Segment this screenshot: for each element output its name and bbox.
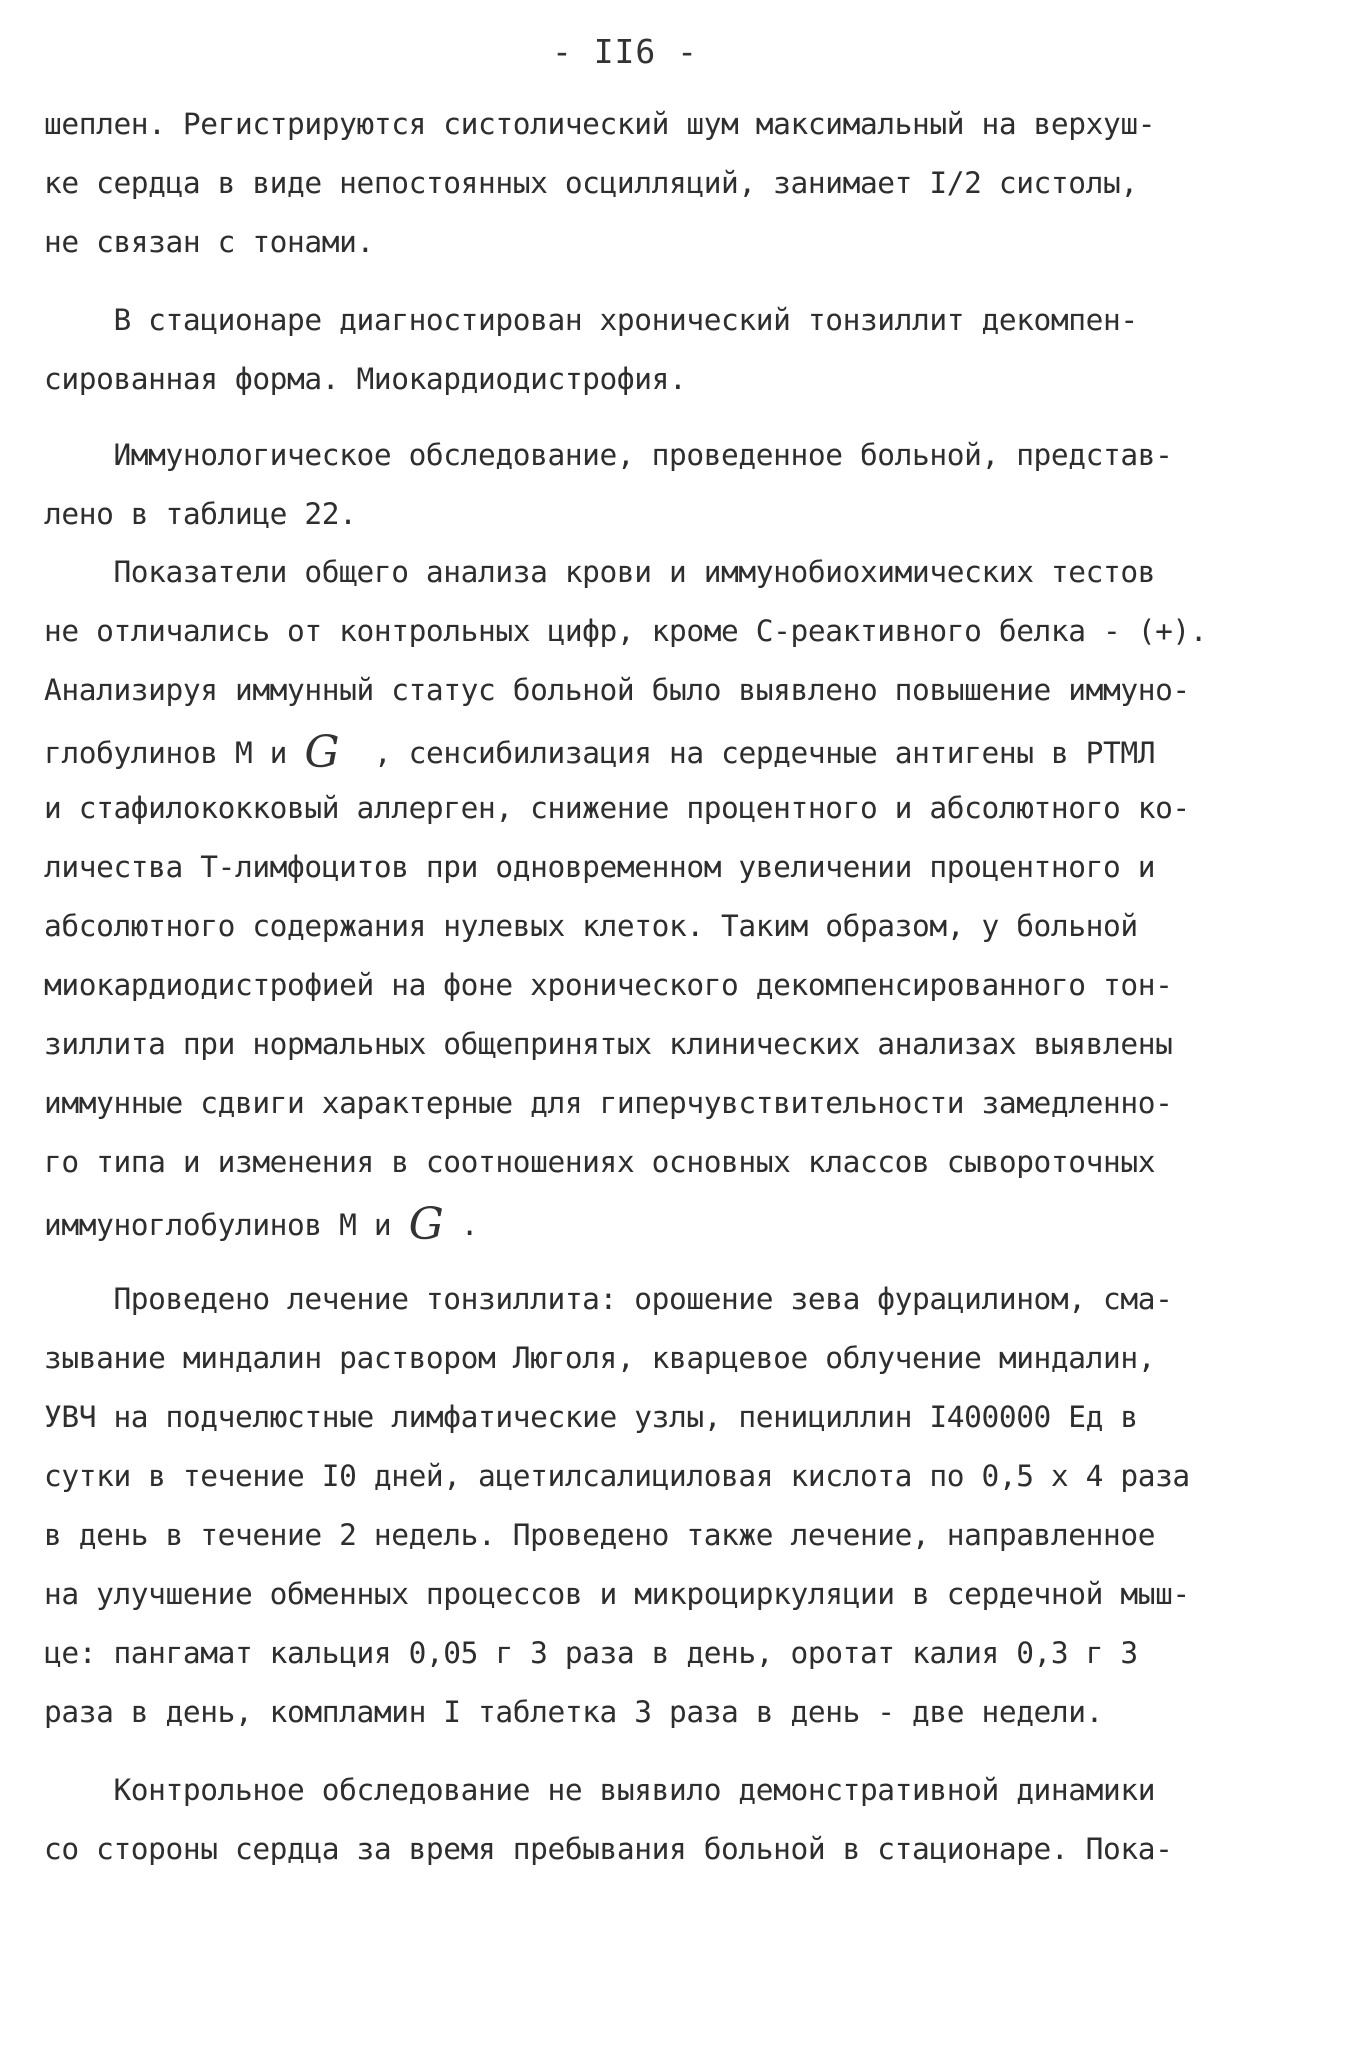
text-line: зывание миндалин раствором Люголя, кварцевое облучение миндалин, [44, 1341, 1156, 1375]
text-line: не связан с тонами. [44, 225, 374, 259]
text-line: миокардиодистрофией на фоне хронического декомпенсированного тон- [44, 968, 1173, 1002]
text-line: абсолютного содержания нулевых клеток. Таким образом, у больной [44, 909, 1138, 943]
text-line: со стороны сердца за время пребывания больной в стационаре. Пока- [44, 1832, 1173, 1866]
text-line: Показатели общего анализа крови и иммунобиохимических тестов [44, 555, 1156, 589]
text-line: це: пангамат кальция 0,05 г 3 раза в день, оротат калия 0,3 г 3 [44, 1636, 1138, 1670]
text-line: личества Т-лимфоцитов при одновременном увеличении процентного и [44, 850, 1156, 884]
text-line: УВЧ на подчелюстные лимфатические узлы, пенициллин I400000 Ед в [44, 1400, 1138, 1434]
text-line: го типа и изменения в соотношениях основных классов сывороточных [44, 1145, 1156, 1179]
line-text: иммуноглобулинов М и [44, 1208, 409, 1242]
text-line: на улучшение обменных процессов и микроциркуляции в сердечной мыш- [44, 1577, 1190, 1611]
line-text-suffix: , сенсибилизация на сердечные антигены в РТМЛ [339, 736, 1156, 770]
line-text-suffix: . [443, 1208, 479, 1242]
text-line: Контрольное обследование не выявило демонстративной динамики [44, 1773, 1156, 1807]
text-line: и стафилококковый аллерген, снижение процентного и абсолютного ко- [44, 791, 1190, 825]
text-line: иммунные сдвиги характерные для гиперчувствительности замедленно- [44, 1086, 1173, 1120]
text-line: шеплен. Регистрируются систолический шум максимальный на верхуш- [44, 107, 1156, 141]
text-line: Иммунологическое обследование, проведенное больной, представ- [44, 438, 1173, 472]
text-line: раза в день, компламин I таблетка 3 раза в день - две недели. [44, 1695, 1103, 1729]
text-line-with-handwriting [44, 727, 1156, 778]
text-line: ке сердца в виде непостоянных осцилляций, занимает I/2 систолы, [44, 166, 1138, 200]
line-text: глобулинов М и [44, 736, 305, 770]
text-line: в день в течение 2 недель. Проведено также лечение, направленное [44, 1518, 1156, 1552]
text-line-with-handwriting [44, 1199, 479, 1250]
text-line: В стационаре диагностирован хронический тонзиллит декомпен- [44, 303, 1138, 337]
text-line: Проведено лечение тонзиллита: орошение зева фурацилином, сма- [44, 1282, 1173, 1316]
page-number: - II6 - [551, 32, 699, 71]
text-line: сированная форма. Миокардиодистрофия. [44, 362, 687, 396]
text-line: Анализируя иммунный статус больной было выявлено повышение иммуно- [44, 673, 1190, 707]
handwritten-letter: G [304, 727, 340, 778]
text-line: не отличались от контрольных цифр, кроме С-реактивного белка - (+). [44, 614, 1208, 648]
text-line: сутки в течение I0 дней, ацетилсалициловая кислота по 0,5 х 4 раза [44, 1459, 1190, 1493]
text-line: лено в таблице 22. [44, 497, 357, 531]
handwritten-letter: G [408, 1199, 444, 1250]
text-line: зиллита при нормальных общепринятых клинических анализах выявлены [44, 1027, 1173, 1061]
